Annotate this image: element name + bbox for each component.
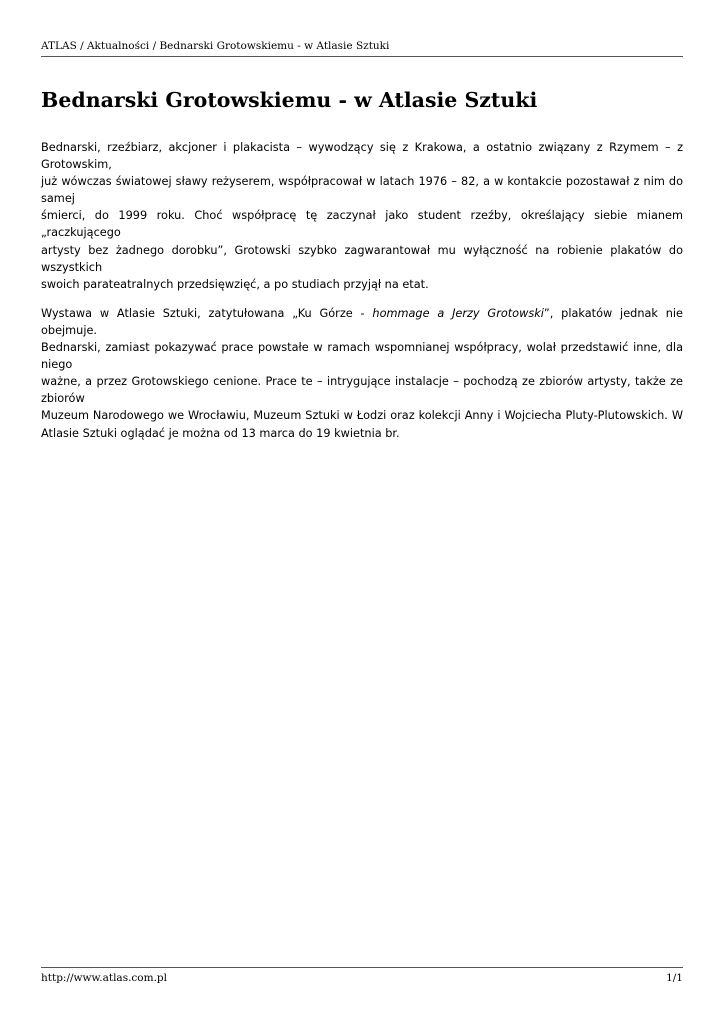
page-footer [41,967,683,986]
article-body [41,139,683,454]
text-line [41,305,683,339]
page-number: 1/1 [666,972,683,984]
text-line: śmierci, do 1999 roku. Choć współpracę tę zaczynał jako student rzeźby, określający siebie mianem „raczkującego [41,209,683,240]
text-line: ważne, a przez Grotowskiego cenione. Prace te – intrygujące instalacje – pochodzą ze zbiorów artysty, także ze zbiorów [41,375,683,406]
text-line: swoich parateatralnych przedsięwzięć, a po studiach przyjął na etat. [41,277,429,291]
paragraph [41,139,683,293]
text-line: artysty bez żadnego dorobku”, Grotowski szybko zagwarantował mu wyłączność na robienie plakatów do wszystkich [41,243,683,274]
breadcrumb: ATLAS / Aktualności / Bednarski Grotowskiemu - w Atlasie Sztuki [41,38,683,57]
paragraph [41,305,683,442]
text-line: już wówczas światowej sławy reżyserem, współpracował w latach 1976 – 82, a w kontakcie pozostawał z nim do samej [41,175,683,206]
text-line: Muzeum Narodowego we Wrocławiu, Muzeum Sztuki w Łodzi oraz kolekcji Anny i Wojciecha Pluty-Plutowskich. W [41,409,683,423]
text-line: Atlasie Sztuki oglądać je można od 13 marca do 19 kwietnia br. [41,426,400,440]
text-segment: ”, plakatów jednak nie obejmuje. [41,306,684,337]
site-url-link[interactable]: http://www.atlas.com.pl [41,972,167,984]
page-title: Bednarski Grotowskiemu - w Atlasie Sztuki [41,88,538,112]
text-segment: Wystawa w Atlasie Sztuki, zatytułowana „Ku Górze - [41,306,373,320]
text-line: Bednarski, zamiast pokazywać prace powstałe w ramach wspomnianej współpracy, wolał przedstawić inne, dla niego [41,341,683,372]
text-line: Bednarski, rzeźbiarz, akcjoner i plakacista – wywodzący się z Krakowa, a ostatnio związany z Rzymem – z Grotowskim, [41,141,683,172]
exhibition-title: hommage a Jerzy Grotowski [372,306,544,320]
